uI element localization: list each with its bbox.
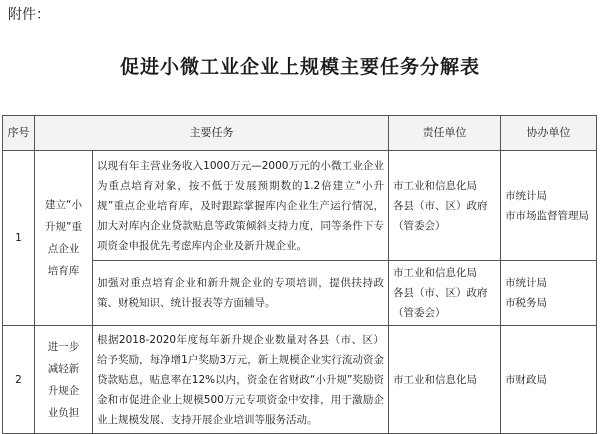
task-table: [2, 115, 597, 434]
task-text: 根据2018-2020年度每年新升规企业数量对各县（市、区）给予奖励，每净增1户奖励3万元，新上规模企业实行流动资金贷款贴息，贴息率在12%以内，资金在省财政“小升规”奖励资金和市促进企业上规模500万元专项资金中安排，用于激励企业上规模发展、支持开展企业培训等服务活动。: [93, 326, 389, 434]
assist-unit: 市财政局: [505, 373, 547, 386]
resp-unit: 市工业和信息化局: [393, 179, 477, 192]
resp-cell: [389, 151, 501, 261]
assist-unit: 市市场监督管理局: [505, 209, 589, 222]
header-resp: 责任单位: [389, 116, 501, 151]
row-item: 进一步减轻新升规企业负担: [35, 326, 93, 434]
document-title: 促进小微工业企业上规模主要任务分解表: [119, 56, 480, 78]
header-assist: 协办单位: [501, 116, 597, 151]
resp-cell: [389, 261, 501, 326]
table-row: [3, 151, 597, 261]
resp-unit: 各县（市、区）政府（管委会）: [393, 199, 488, 232]
assist-cell: [501, 326, 597, 434]
task-text: 以现有年主营业务收入1000万元—2000万元的小微工业企业为重点培育对象，按不低于发展预期数的1.2倍建立“小升规”重点企业培育库，及时跟踪掌握库内企业生产运行情况，加大对库内企业贷款贴息等政策倾斜支持力度，同等条件下专项资金申报优先考虑库内企业及新升规企业。: [93, 151, 389, 261]
assist-unit: 市统计局: [505, 277, 547, 289]
assist-unit: 市税务局: [505, 297, 547, 309]
header-seq: 序号: [3, 116, 35, 151]
attachment-label: 附件：: [8, 7, 50, 23]
assist-cell: [501, 151, 597, 261]
task-text: 加强对重点培育企业和新升规企业的专项培训，提供扶持政策、财税知识、统计报表等方面辅导。: [93, 261, 389, 326]
resp-unit: 各县（市、区）政府（管委会）: [393, 287, 488, 319]
resp-unit: 市工业和信息化局: [393, 267, 477, 279]
assist-cell: [501, 261, 597, 326]
row-seq: 1: [3, 151, 35, 326]
table-header-row: [3, 116, 597, 151]
header-task: 主要任务: [35, 116, 389, 151]
table-row: [3, 261, 597, 326]
resp-unit: 市工业和信息化局: [393, 373, 477, 386]
row-item: 建立“小升规”重点企业培育库: [35, 151, 93, 326]
row-seq: 2: [3, 326, 35, 434]
table-row: [3, 326, 597, 434]
resp-cell: [389, 326, 501, 434]
assist-unit: 市统计局: [505, 189, 547, 202]
